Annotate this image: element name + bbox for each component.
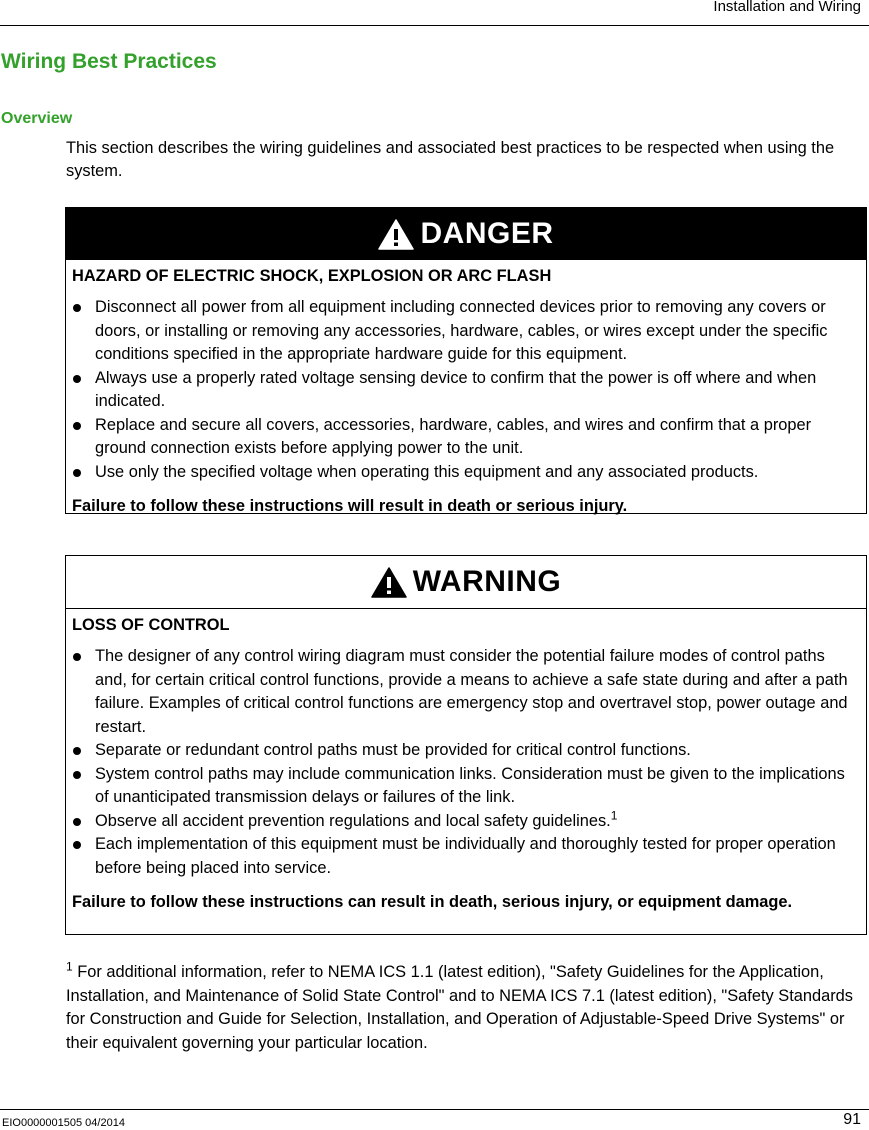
warning-hazard-title: LOSS OF CONTROL <box>72 616 230 634</box>
danger-hazard-title: HAZARD OF ELECTRIC SHOCK, EXPLOSION OR ARC FLASH <box>72 267 552 285</box>
footnote-text: For additional information, refer to NEMA ICS 1.1 (latest edition), "Safety Guidelines for the Application, Installation, and Maintenance of Solid State Control" and to NEMA ICS 7.1 (latest edition), "Safety Standards for Construction and Guide for Selection, Installation, and Operation of Adjustable-Speed Drive Systems" or their equivalent governing your particular location. <box>66 963 853 1052</box>
warning-signal-word: WARNING <box>412 565 562 598</box>
danger-message-box <box>65 207 867 514</box>
bullet-icon <box>73 469 81 477</box>
bullet-icon <box>73 841 81 849</box>
bullet-icon <box>73 375 81 383</box>
warning-list-item: System control paths may include communication links. Consideration must be given to the implications of unanticipated transmission delays or failures of the link. <box>72 763 860 810</box>
warning-header <box>66 556 866 609</box>
overview-text: This section describes the wiring guidelines and associated best practices to be respected when using the system. <box>66 139 835 180</box>
danger-list <box>72 296 860 484</box>
warning-list-item: Separate or redundant control paths must be provided for critical control functions. <box>72 739 860 763</box>
warning-list-item: The designer of any control wiring diagram must consider the potential failure modes of control paths and, for certain critical control functions, provide a means to achieve a safe state during and after a path failure. Examples of critical control functions are emergency stop and overtravel stop, power outage and restart. <box>72 645 860 739</box>
danger-list-item: Always use a properly rated voltage sensing device to confirm that the power is off where and when indicated. <box>72 367 860 414</box>
warning-message-box <box>65 555 867 935</box>
danger-list-item: Replace and secure all covers, accessories, hardware, cables, and wires and confirm that a proper ground connection exists before applying power to the unit. <box>72 414 860 461</box>
bullet-icon <box>73 304 81 312</box>
bullet-icon <box>73 771 81 779</box>
section-title: Wiring Best Practices <box>1 50 217 73</box>
warning-triangle-icon <box>378 219 414 250</box>
page-number: 91 <box>843 1111 861 1128</box>
running-header: Installation and Wiring <box>713 0 861 15</box>
document-id: EIO0000001505 04/2014 <box>2 1117 125 1129</box>
warning-consequence: Failure to follow these instructions can result in death, serious injury, or equipment damage. <box>72 893 793 911</box>
bullet-icon <box>73 747 81 755</box>
bullet-icon <box>73 422 81 430</box>
danger-header <box>66 208 866 260</box>
bullet-icon <box>73 653 81 661</box>
header-divider <box>0 25 869 26</box>
danger-list-item: Disconnect all power from all equipment including connected devices prior to removing any covers or doors, or installing or removing any accessories, hardware, cables, or wires except under the specific conditions specified in the appropriate hardware guide for this equipment. <box>72 296 860 367</box>
danger-list-item: Use only the specified voltage when operating this equipment and any associated products. <box>72 461 860 485</box>
warning-list-item: Each implementation of this equipment must be individually and thoroughly tested for proper operation before being placed into service. <box>72 833 860 880</box>
footnote-marker: 1 <box>66 959 73 974</box>
footer-divider <box>0 1109 869 1110</box>
warning-list <box>72 645 860 880</box>
danger-body <box>66 260 866 518</box>
danger-consequence: Failure to follow these instructions will result in death or serious injury. <box>72 497 628 515</box>
warning-body <box>66 609 866 914</box>
footnote-reference[interactable]: 1 <box>610 808 618 823</box>
footnote <box>66 961 866 1055</box>
danger-signal-word: DANGER <box>420 217 554 250</box>
warning-triangle-icon <box>371 567 407 598</box>
warning-list-item: Observe all accident prevention regulations and local safety guidelines.$^1$ <box>72 810 860 834</box>
bullet-icon <box>73 818 81 826</box>
overview-heading: Overview <box>1 110 73 127</box>
